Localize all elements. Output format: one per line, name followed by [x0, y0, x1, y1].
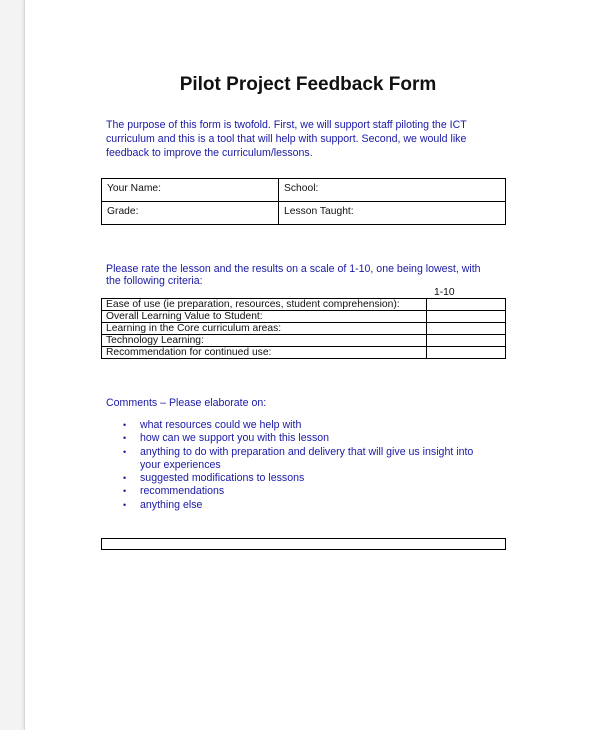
bullet-icon: • [123, 433, 127, 444]
table-row [102, 311, 506, 323]
list-item-text: suggested modifications to lessons [140, 472, 305, 485]
rating-instructions [106, 263, 516, 287]
list-item-text: what resources could we help with [140, 419, 302, 431]
intro-paragraph [106, 118, 516, 160]
bullet-icon: • [123, 420, 127, 430]
table-row [102, 323, 506, 335]
your-name-field[interactable]: Your Name: [102, 179, 279, 202]
list-item-text: your experiences [140, 458, 221, 471]
comments-label: Comments – Please elaborate on: [106, 397, 267, 409]
info-table [101, 178, 506, 225]
lesson-taught-field[interactable]: Lesson Taught: [279, 202, 506, 225]
list-item [121, 472, 473, 485]
table-row [102, 347, 506, 359]
rating-cell[interactable] [427, 347, 506, 359]
table-row [102, 179, 506, 202]
table-row [102, 202, 506, 225]
list-item [121, 419, 473, 432]
comments-bullet-list [121, 419, 473, 512]
list-item-text: anything else [140, 498, 203, 511]
list-item [121, 485, 473, 498]
document-page [24, 0, 600, 730]
bullet-icon: • [123, 499, 127, 510]
bullet-icon: • [123, 446, 127, 457]
intro-line: The purpose of this form is twofold. First, we will support staff piloting the ICT [106, 119, 467, 131]
bullet-icon: • [123, 486, 127, 497]
criterion-label: Learning in the Core curriculum areas: [102, 323, 427, 335]
table-row [102, 335, 506, 347]
intro-line: feedback to improve the curriculum/lessons. [106, 147, 313, 159]
rating-instructions-line: the following criteria: [106, 275, 203, 287]
rating-cell[interactable] [427, 335, 506, 347]
criterion-label: Ease of use (ie preparation, resources, student comprehension): [102, 299, 427, 311]
rating-cell[interactable] [427, 299, 506, 311]
criterion-label: Technology Learning: [102, 335, 427, 347]
list-item [121, 446, 473, 473]
list-item-text: how can we support you with this lesson [140, 432, 330, 445]
rating-cell[interactable] [427, 323, 506, 335]
intro-line: curriculum and this is a tool that will help with support. Second, we would like [106, 133, 467, 145]
comments-answer-box[interactable] [101, 538, 506, 550]
criterion-label: Recommendation for continued use: [102, 347, 427, 359]
form-title: Pilot Project Feedback Form [179, 74, 437, 95]
school-field[interactable]: School: [279, 179, 506, 202]
criterion-label: Overall Learning Value to Student: [102, 311, 427, 323]
bullet-icon: • [123, 473, 127, 484]
grade-field[interactable]: Grade: [102, 202, 279, 225]
list-item [121, 432, 473, 445]
scale-label: 1-10 [434, 287, 455, 298]
list-item-text: anything to do with preparation and delivery that will give us insight into [140, 445, 474, 458]
list-item-text: recommendations [140, 485, 225, 498]
rating-instructions-line: Please rate the lesson and the results on a scale of 1-10, one being lowest, with [106, 263, 481, 275]
rating-cell[interactable] [427, 311, 506, 323]
rating-table [101, 298, 506, 359]
table-row [102, 299, 506, 311]
list-item [121, 499, 473, 512]
